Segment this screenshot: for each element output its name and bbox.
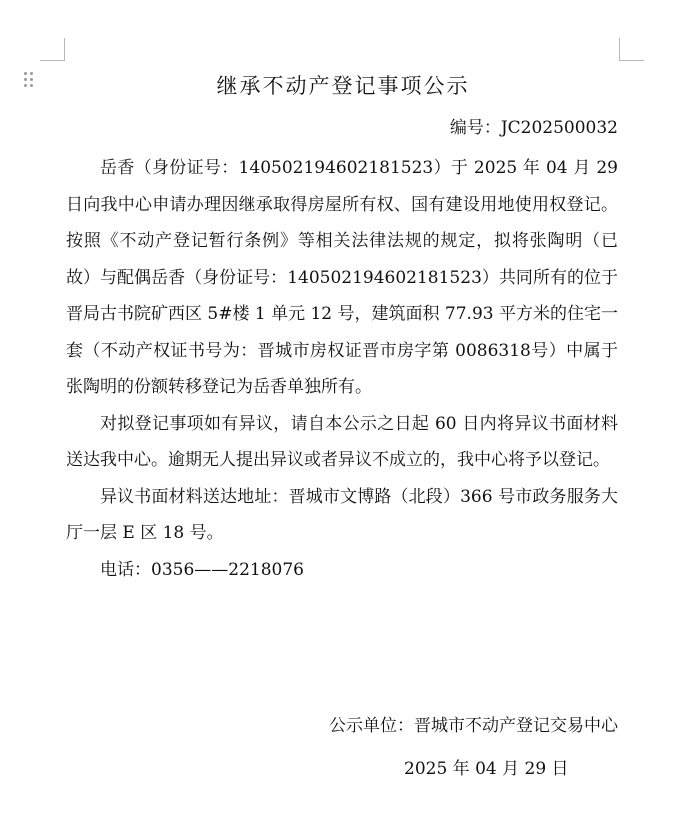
paragraph-objection-address: 异议书面材料送达地址：晋城市文博路（北段）366 号市政务服务大厅一层 E 区 18 号。 — [66, 486, 618, 543]
page-corner-mark-top-right — [619, 38, 644, 61]
signature-unit: 公示单位：晋城市不动产登记交易中心 — [329, 716, 618, 736]
signature-date: 2025 年 04 月 29 日 — [404, 759, 569, 779]
page-corner-mark-top-left — [40, 38, 65, 61]
paragraph-objection-notice: 对拟登记事项如有异议，请自本公示之日起 60 日内将异议书面材料送达我中心。逾期无人提出异议或者异议不成立的，我中心将予以登记。 — [66, 413, 618, 470]
paragraph-phone: 电话：0356——2218076 — [100, 559, 304, 580]
document-number: 编号：JC202500032 — [449, 118, 618, 138]
paragraph-application: 岳香（身份证号：140502194602181523）于 2025 年 04 月 29 日向我中心申请办理因继承取得房屋所有权、国有建设用地使用权登记。按照《不动产登记暂行条例》等相关法律法规的规定，拟将张陶明（已故）与配偶岳香（身份证号：140502194602181523）共同所有的位于晋局古书院矿西区 5#楼 1 单元 12 号，建筑面积 77.93 平方米的住宅一套（不动产权证书号为：晋城市房权证晋市房字第 0086318号）中属于张陶明的份额转移登记为岳香单独所有。 — [66, 158, 619, 397]
document-title: 继承不动产登记事项公示 — [216, 74, 470, 98]
document-body — [66, 150, 618, 588]
